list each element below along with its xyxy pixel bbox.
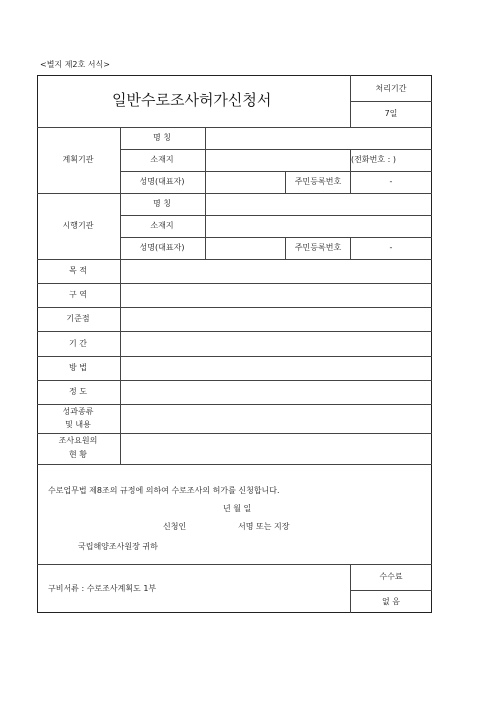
planning-org-label: 계획기관 [62, 155, 94, 164]
staff-label: 조사요원의 [58, 436, 98, 445]
reg-value-divider [350, 237, 351, 259]
method-field[interactable] [121, 357, 431, 379]
purpose-field[interactable] [121, 260, 431, 282]
fee-label: 수수료 [379, 572, 403, 581]
executing-regno-field[interactable]: - [389, 243, 393, 252]
processing-divider [350, 101, 432, 102]
area-field[interactable] [121, 284, 431, 306]
executing-org-label: 시행기관 [62, 221, 94, 230]
executing-regno-label: 주민등록번호 [294, 243, 342, 252]
page-title: 일반수로조사허가신청서 [112, 91, 272, 109]
area-label: 구 역 [69, 290, 87, 299]
executing-name-field[interactable] [206, 194, 431, 214]
result-type-label: 성과종류 [62, 407, 94, 416]
planning-name-label: 명 칭 [153, 133, 171, 142]
result-type-field[interactable] [121, 405, 431, 432]
processing-label: 처리기간 [375, 84, 407, 93]
application-date[interactable]: 년 월 일 [223, 504, 252, 513]
staff-field[interactable] [121, 434, 431, 463]
reg-value-divider [350, 171, 351, 193]
form-label: <별지 제2호 서식> [40, 60, 110, 69]
executing-address-label: 소재지 [150, 221, 174, 230]
datum-label: 기준점 [66, 314, 90, 323]
planning-rep-label: 성명(대표자) [139, 177, 185, 186]
executing-rep-field[interactable] [206, 238, 284, 258]
method-label: 방 법 [69, 363, 87, 372]
attachments-text: 구비서류 : 수로조사계획도 1부 [48, 584, 157, 593]
executing-address-field[interactable] [206, 216, 431, 236]
accuracy-field[interactable] [121, 381, 431, 403]
fee-value: 없 음 [382, 597, 400, 606]
signature-field[interactable]: 서명 또는 지장 [238, 522, 290, 531]
planning-address-field[interactable] [206, 150, 349, 170]
staff-status-label: 현 황 [69, 450, 87, 459]
planning-regno-field[interactable]: - [389, 177, 393, 186]
addressee: 국립해양조사원장 귀하 [78, 542, 158, 551]
planning-address-label: 소재지 [150, 155, 174, 164]
executing-rep-label: 성명(대표자) [139, 243, 185, 252]
planning-phone-field[interactable]: (전화번호 : ) [351, 155, 396, 164]
fee-divider [350, 590, 432, 591]
accuracy-label: 정 도 [69, 387, 87, 396]
datum-field[interactable] [121, 308, 431, 330]
period-field[interactable] [121, 332, 431, 355]
fee-column-divider [350, 564, 351, 613]
title-column-divider [350, 75, 351, 127]
section-divider [37, 464, 432, 465]
reg-column-divider [285, 237, 286, 259]
purpose-label: 목 적 [69, 266, 87, 275]
applicant-label: 신청인 [163, 522, 187, 531]
planning-rep-field[interactable] [206, 172, 284, 192]
result-content-label: 및 내용 [65, 420, 91, 429]
period-label: 기 간 [69, 339, 87, 348]
processing-value: 7일 [384, 109, 398, 118]
reg-column-divider [285, 171, 286, 193]
declaration-text: 수로업무법 제8조의 규정에 의하여 수로조사의 허가를 신청합니다. [48, 486, 280, 495]
planning-regno-label: 주민등록번호 [294, 177, 342, 186]
planning-name-field[interactable] [206, 128, 431, 148]
executing-name-label: 명 칭 [153, 199, 171, 208]
section-divider [37, 564, 432, 565]
